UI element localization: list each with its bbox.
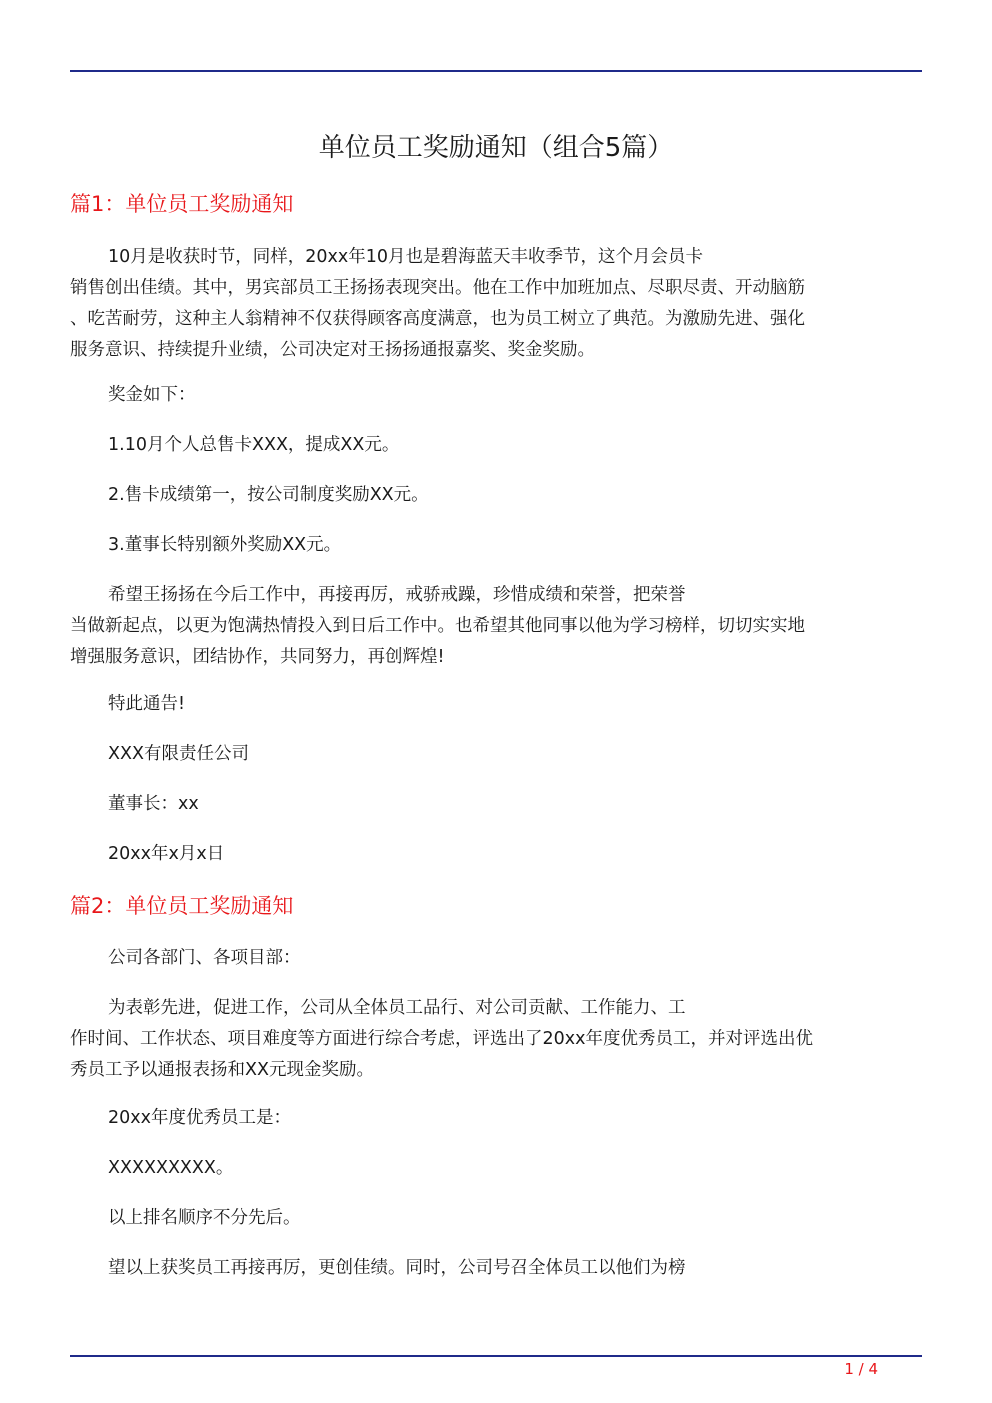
section1-heading: 篇1：单位员工奖励通知 (70, 192, 294, 216)
document-title: 单位员工奖励通知（组合5篇） (318, 133, 674, 163)
text-line: 增强服务意识，团结协作，共同努力，再创辉煌! (70, 647, 445, 667)
text-line: 作时间、工作状态、项目难度等方面进行综合考虑，评选出了20xx年度优秀员工，并对评选出优 (70, 1029, 813, 1049)
section2-paragraph6: 望以上获奖员工再接再厉，更创佳绩。同时，公司号召全体员工以他们为榜 (108, 1258, 686, 1278)
section2-paragraph2 (70, 993, 922, 1086)
section1-company: XXX有限责任公司 (108, 744, 249, 764)
section1-bonus-intro: 奖金如下： (108, 385, 196, 405)
text-line: 销售创出佳绩。其中，男宾部员工王扬扬表现突出。他在工作中加班加点、尽职尽责、开动脑筋 (70, 278, 805, 298)
header-rule (70, 70, 922, 72)
section1-paragraph1 (70, 242, 922, 366)
section2-heading: 篇2：单位员工奖励通知 (70, 894, 294, 918)
section1-bonus-item-1: 1.10月个人总售卡XXX，提成XX元。 (108, 435, 400, 455)
section1-paragraph3 (70, 580, 922, 673)
section1-notice: 特此通告! (108, 694, 186, 714)
section1-bonus-item-2: 2.售卡成绩第一，按公司制度奖励XX元。 (108, 485, 429, 505)
text-line: 当做新起点，以更为饱满热情投入到日后工作中。也希望其他同事以他为学习榜样，切切实实地 (70, 616, 805, 636)
text-line: 为表彰先进，促进工作，公司从全体员工品行、对公司贡献、工作能力、工 (108, 998, 686, 1018)
section2-paragraph1: 公司各部门、各项目部： (108, 948, 301, 968)
section2-paragraph5: 以上排名顺序不分先后。 (108, 1208, 301, 1228)
section1-chairman: 董事长：xx (108, 794, 199, 814)
section1-date: 20xx年x月x日 (108, 844, 225, 864)
section1-bonus-item-3: 3.董事长特别额外奖励XX元。 (108, 535, 342, 555)
text-line: 希望王扬扬在今后工作中，再接再厉，戒骄戒躁，珍惜成绩和荣誉，把荣誉 (108, 585, 686, 605)
text-line: 服务意识、持续提升业绩，公司决定对王扬扬通报嘉奖、奖金奖励。 (70, 340, 595, 360)
text-line: 10月是收获时节，同样，20xx年10月也是碧海蓝天丰收季节，这个月会员卡 (108, 247, 704, 267)
text-line: 、吃苦耐劳，这种主人翁精神不仅获得顾客高度满意，也为员工树立了典范。为激励先进、强化 (70, 309, 805, 329)
footer-rule (70, 1355, 922, 1357)
page-number: 1 / 4 (844, 1360, 878, 1378)
section2-paragraph4: XXXXXXXXX。 (108, 1158, 234, 1178)
text-line: 秀员工予以通报表扬和XX元现金奖励。 (70, 1060, 374, 1080)
section2-paragraph3: 20xx年度优秀员工是： (108, 1108, 291, 1128)
